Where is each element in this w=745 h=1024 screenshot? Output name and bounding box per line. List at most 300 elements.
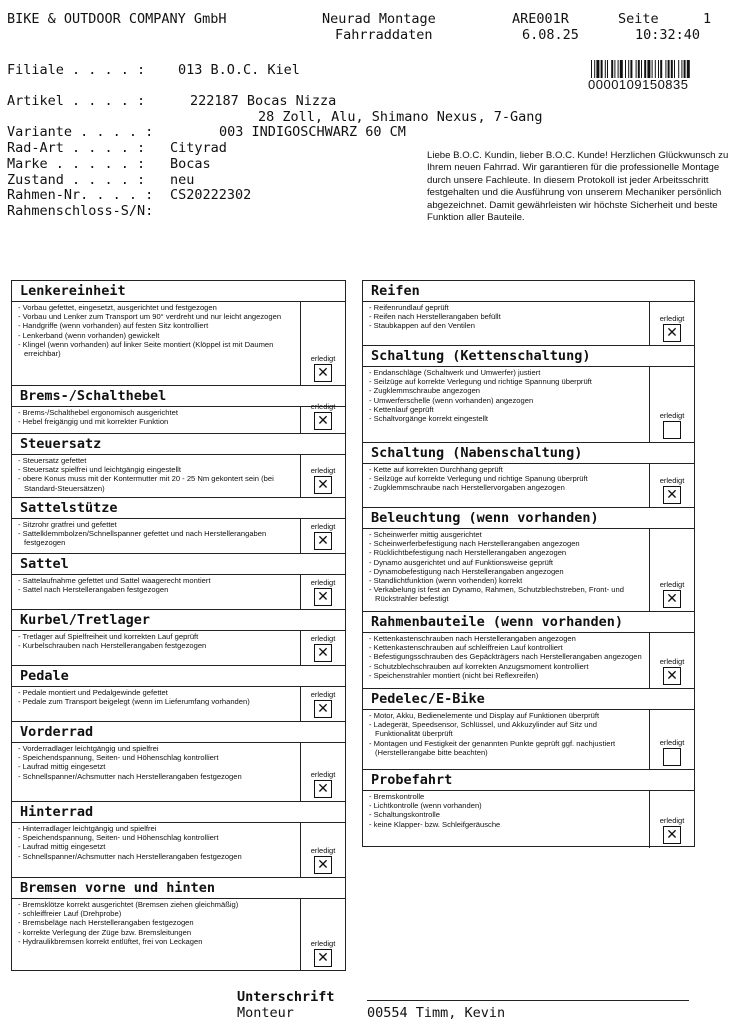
doc-subtitle: Fahrraddaten xyxy=(335,27,433,43)
bullet: - xyxy=(18,688,23,697)
bullet: - xyxy=(369,801,374,811)
signature-line xyxy=(367,1000,689,1001)
column-divider xyxy=(300,407,301,434)
checklist-item xyxy=(18,697,295,706)
checklist-item-text: Kettenkastenschrauben auf schleiffreien Lauf kontrolliert xyxy=(373,643,563,653)
checklist-item xyxy=(18,909,295,918)
checklist-item xyxy=(369,576,644,585)
checklist-item-text: Sattel nach Herstellerangaben festgezogen xyxy=(22,585,169,595)
barcode-bar xyxy=(605,60,606,78)
checklist-item-text: Kettenkastenschrauben nach Herstellerangaben angezogen xyxy=(373,634,576,643)
section-body xyxy=(363,633,694,689)
done-checkbox[interactable]: ✕ xyxy=(663,826,681,844)
column-divider xyxy=(300,302,301,386)
bullet: - xyxy=(18,771,23,781)
checklist-item xyxy=(18,688,295,697)
checklist-item xyxy=(18,918,295,927)
section-body xyxy=(12,687,345,722)
checklist-item-text: Rücklichtbefestigung nach Herstellerangaben angezogen xyxy=(373,548,567,558)
bullet: - xyxy=(369,576,374,586)
bullet: - xyxy=(18,753,23,763)
checklist-item xyxy=(369,539,644,548)
done-cell xyxy=(303,578,343,606)
checklist-item xyxy=(369,567,644,576)
bullet: - xyxy=(18,900,23,909)
checklist-item-text: Dynamobefestigung nach Herstellerangaben angezogen xyxy=(373,566,564,576)
section-title: Steuersatz xyxy=(12,434,345,455)
section-body xyxy=(363,791,694,848)
checklist-item xyxy=(18,474,295,492)
checklist-item xyxy=(369,368,644,377)
checklist-item xyxy=(369,739,644,757)
checklist-item-text: Kettenlauf geprüft xyxy=(373,404,434,414)
section-body xyxy=(12,402,345,434)
checklist-item xyxy=(18,576,295,585)
done-cell xyxy=(652,314,692,342)
artikel-value-2: 28 Zoll, Alu, Shimano Nexus, 7-Gang xyxy=(258,109,543,125)
zustand-label: Zustand . . . . : xyxy=(7,172,146,188)
checklist-item xyxy=(18,417,295,426)
barcode-bar xyxy=(655,60,656,78)
right-checklist-panel xyxy=(362,280,695,847)
checklist-item xyxy=(18,520,295,529)
section-title: Brems-/Schalthebel xyxy=(12,386,345,407)
checklist-item-text: Tretlager auf Spielfreiheit und korrekten Lauf geprüft xyxy=(22,632,199,641)
section-schaltung-nabenschaltung xyxy=(363,443,694,508)
checklist-item-text: Bremsbeläge nach Herstellerangaben festgezogen xyxy=(22,918,194,928)
checklist-item xyxy=(18,762,295,771)
bullet: - xyxy=(18,909,23,919)
greeting-text: Liebe B.O.C. Kundin, lieber B.O.C. Kunde! Herzlichen Glückwunsch zu Ihrem neuen Fahrrad. Wir garantieren für die professionelle Montage durch unsere Fachleute. In diesem Protokoll ist jeder Arbeitsschritt festgehalten und die Ausführung von unserem Mechaniker persönlich abgezeichnet. Damit gewährleisten wir höchste Sicherheit und beste Funktion aller Bauteile. xyxy=(427,150,729,224)
done-cell xyxy=(303,770,343,798)
bullet: - xyxy=(18,833,23,843)
checklist-item-text: Bremskontrolle xyxy=(373,792,425,801)
done-checkbox[interactable]: ✕ xyxy=(314,856,332,874)
checklist-item-text: Steuersatz spielfrei und leichtgängig eingestellt xyxy=(22,465,181,475)
checklist-item-text: Lenkerband (wenn vorhanden) gewickelt xyxy=(22,330,160,340)
section-vorderrad xyxy=(12,722,345,802)
checklist-item-text: schleiffreier Lauf (Drehprobe) xyxy=(22,909,122,919)
section-body xyxy=(12,519,345,554)
checklist-item-text: Speichendspannung, Seiten- und Höhenschlag kontrolliert xyxy=(22,833,219,843)
section-body xyxy=(363,464,694,508)
column-divider xyxy=(300,899,301,971)
radart-value: Cityrad xyxy=(170,140,227,156)
checklist-item xyxy=(369,662,644,671)
bullet: - xyxy=(369,585,374,595)
bullet: - xyxy=(18,321,23,331)
barcode-bar xyxy=(671,60,673,78)
section-title: Bremsen vorne und hinten xyxy=(12,878,345,899)
bullet: - xyxy=(18,330,23,340)
done-cell xyxy=(303,634,343,662)
checklist-item-text: Schnellspanner/Achsmutter nach Herstellerangaben festgezogen xyxy=(22,771,242,781)
checklist-item xyxy=(369,671,644,680)
barcode-bar xyxy=(611,60,613,78)
bullet: - xyxy=(369,792,374,801)
checklist-item-text: Befestigungsschrauben des Gepäckträgers nach Herstellerangaben angezogen xyxy=(373,652,642,662)
checklist-item xyxy=(369,465,644,474)
checklist-item xyxy=(18,321,295,330)
bullet: - xyxy=(369,377,374,387)
checklist-item xyxy=(18,833,295,842)
checklist-item xyxy=(369,483,644,492)
done-cell xyxy=(652,738,692,766)
filiale-value: 013 B.O.C. Kiel xyxy=(178,62,300,78)
checklist-item xyxy=(369,711,644,720)
checklist-item-text: Kurbelschrauben nach Herstellerangaben festgezogen xyxy=(22,641,207,651)
done-cell xyxy=(652,411,692,439)
company-name: BIKE & OUTDOOR COMPANY GmbH xyxy=(7,11,227,27)
done-checkbox[interactable]: ✕ xyxy=(314,364,332,382)
column-divider xyxy=(300,519,301,554)
checklist-item-text: Staubkappen auf den Ventilen xyxy=(373,321,475,331)
bullet: - xyxy=(18,529,23,539)
section-pedale xyxy=(12,666,345,722)
done-checkbox[interactable]: ✕ xyxy=(314,588,332,606)
bullet: - xyxy=(18,585,23,595)
checklist-item xyxy=(369,303,644,312)
section-schaltung-kettenschaltung xyxy=(363,346,694,443)
done-checkbox[interactable]: ✕ xyxy=(314,476,332,494)
bullet: - xyxy=(369,566,374,576)
bullet: - xyxy=(18,408,23,417)
checklist-item-text: Laufrad mittig eingesetzt xyxy=(22,762,106,772)
bullet: - xyxy=(18,918,23,928)
done-checkbox[interactable]: ✕ xyxy=(314,949,332,967)
done-label: erledigt xyxy=(310,770,336,779)
column-divider xyxy=(649,710,650,770)
checklist-item xyxy=(369,386,644,395)
barcode-bar xyxy=(636,60,637,78)
done-checkbox[interactable] xyxy=(663,421,681,439)
done-label: erledigt xyxy=(659,411,685,420)
bullet: - xyxy=(18,697,23,707)
checklist-item-text: Verkabelung ist fest an Dynamo, Rahmen, Schutzblechstreben, Front- und Rückstrahler befestigt xyxy=(373,585,624,604)
checklist-item-text: Hebel freigängig und mit korrekter Funktion xyxy=(22,417,169,427)
print-time: 10:32:40 xyxy=(635,27,701,43)
bullet: - xyxy=(18,824,23,833)
done-label: erledigt xyxy=(659,657,685,666)
page-label: Seite xyxy=(618,11,659,27)
done-checkbox[interactable]: ✕ xyxy=(314,780,332,798)
done-checkbox[interactable]: ✕ xyxy=(663,486,681,504)
barcode-bar xyxy=(678,60,679,78)
bullet: - xyxy=(369,652,374,662)
bullet: - xyxy=(369,711,374,720)
column-divider xyxy=(649,633,650,689)
checklist-item-text: Bremsklötze korrekt ausgerichtet (Bremsen ziehen gleichmäßig) xyxy=(22,900,239,909)
checklist-item xyxy=(369,558,644,567)
checklist-item-text: Vorbau und Lenker zum Transport um 90° verdreht und nur leicht angezogen xyxy=(22,312,282,322)
column-divider xyxy=(649,791,650,848)
barcode-bar xyxy=(674,60,675,78)
section-beleuchtung-wenn-vorhanden xyxy=(363,508,694,612)
bullet: - xyxy=(18,927,23,937)
bullet: - xyxy=(18,339,23,349)
bullet: - xyxy=(369,661,374,671)
bullet: - xyxy=(369,483,374,493)
monteur-label: Monteur xyxy=(237,1005,294,1021)
rahmenschloss-label: Rahmenschloss-S/N: xyxy=(7,203,154,219)
bullet: - xyxy=(369,539,374,549)
done-checkbox[interactable]: ✕ xyxy=(314,412,332,430)
checklist-item-text: Schnellspanner/Achsmutter nach Herstellerangaben festgezogen xyxy=(22,851,242,861)
done-cell xyxy=(303,354,343,382)
barcode-bar xyxy=(668,60,670,78)
section-body xyxy=(363,710,694,770)
checklist-item-text: Montagen und Festigkeit der genannten Punkte geprüft ggf. nachjustiert (Herstellerangabe bitte beachten) xyxy=(373,738,616,757)
bullet: - xyxy=(18,744,23,753)
checklist-item-text: korrekte Verlegung der Züge bzw. Bremsleitungen xyxy=(22,927,192,937)
checklist-item xyxy=(18,632,295,641)
done-cell xyxy=(652,580,692,608)
bullet: - xyxy=(18,936,23,946)
done-cell xyxy=(303,846,343,874)
checklist-item xyxy=(18,408,295,417)
checklist-item xyxy=(18,331,295,340)
bullet: - xyxy=(18,465,23,475)
checklist-item-text: Seilzüge auf korrekte Verlegung und richtige Spanung überprüft xyxy=(373,474,588,484)
checklist-item-text: Sattelklemmbolzen/Schnellspanner gefettet und nach Herstellerangaben festgezogen xyxy=(22,529,267,548)
section-body xyxy=(12,575,345,610)
checklist-item xyxy=(369,652,644,661)
doc-code: ARE001R xyxy=(512,11,569,27)
checklist-item-text: Zugklemmschraube nach Herstellervorgaben angezogen xyxy=(373,483,565,493)
section-title: Hinterrad xyxy=(12,802,345,823)
bullet: - xyxy=(18,576,23,585)
barcode-bar xyxy=(658,60,659,78)
done-checkbox[interactable]: ✕ xyxy=(663,667,681,685)
checklist-item-text: obere Konus muss mit der Kontermutter mit 20 - 25 Nm gekontert sein (bei Standard-Steuersätzen) xyxy=(22,474,274,493)
section-title: Probefahrt xyxy=(363,770,694,791)
checklist-item-text: Scheinwerferbefestigung nach Herstellerangaben angezogen xyxy=(373,539,580,549)
done-label: erledigt xyxy=(310,690,336,699)
checklist-item-text: Speichenstrahler montiert (nicht bei Reflexreifen) xyxy=(373,670,539,680)
bullet: - xyxy=(18,312,23,322)
bullet: - xyxy=(369,643,374,653)
barcode-bar xyxy=(594,60,595,78)
barcode-bar xyxy=(644,60,646,78)
bullet: - xyxy=(369,312,374,322)
section-sattel xyxy=(12,554,345,610)
variante-value: 003 INDIGOSCHWARZ 60 CM xyxy=(219,124,406,140)
checklist-item-text: Kette auf korrekten Durchhang geprüft xyxy=(373,465,503,474)
column-divider xyxy=(300,687,301,722)
checklist-item-text: Reifenrundlauf geprüft xyxy=(373,303,449,312)
barcode-bar xyxy=(638,60,640,78)
checklist-item-text: Vorderradlager leichtgängig und spielfrei xyxy=(22,744,159,753)
checklist-item xyxy=(18,928,295,937)
checklist-item-text: Schaltvorgänge korrekt eingestellt xyxy=(373,414,489,424)
done-label: erledigt xyxy=(310,634,336,643)
checklist-item-text: Dynamo ausgerichtet und auf Funktionsweise geprüft xyxy=(373,557,554,567)
bullet: - xyxy=(18,474,23,484)
checklist-item xyxy=(18,529,295,547)
checklist-item xyxy=(369,396,644,405)
barcode-bar xyxy=(665,60,666,78)
done-cell xyxy=(303,522,343,550)
checklist-item xyxy=(369,414,644,423)
section-kurbel-tretlager xyxy=(12,610,345,666)
barcode-bar xyxy=(641,60,642,78)
checklist-item-text: Hinterradlager leichtgängig und spielfrei xyxy=(22,824,157,833)
rahmennr-label: Rahmen-Nr. . . . : xyxy=(7,187,154,203)
barcode-bar xyxy=(607,60,608,78)
section-title: Sattelstütze xyxy=(12,498,345,519)
bullet: - xyxy=(369,670,374,680)
section-reifen xyxy=(363,281,694,346)
done-label: erledigt xyxy=(659,816,685,825)
done-checkbox[interactable]: ✕ xyxy=(663,590,681,608)
bullet: - xyxy=(369,321,374,331)
bullet: - xyxy=(18,762,23,772)
checklist-item xyxy=(18,585,295,594)
barcode-bar xyxy=(687,60,690,78)
checklist-item-text: Laufrad mittig eingesetzt xyxy=(22,842,106,852)
barcode-bar xyxy=(628,60,629,78)
bullet: - xyxy=(369,634,374,643)
bullet: - xyxy=(369,368,374,377)
done-checkbox[interactable]: ✕ xyxy=(663,324,681,342)
checklist-item-text: Zugklemmschraube angezogen xyxy=(373,386,481,396)
checklist-item xyxy=(18,312,295,321)
done-checkbox[interactable] xyxy=(663,748,681,766)
checklist-item xyxy=(18,900,295,909)
section-title: Beleuchtung (wenn vorhanden) xyxy=(363,508,694,529)
checklist-item-text: Reifen nach Herstellerangaben befüllt xyxy=(373,312,501,322)
done-label: erledigt xyxy=(659,314,685,323)
checklist-item xyxy=(369,801,644,810)
barcode-number: 0000109150835 xyxy=(588,77,689,92)
barcode-bar xyxy=(618,60,619,78)
checklist-item-text: Standlichtfunktion (wenn vorhenden) korrekt xyxy=(373,576,523,586)
checklist-item-text: Lichtkontrolle (wenn vorhanden) xyxy=(373,801,482,811)
barcode-bar xyxy=(591,60,592,78)
artikel-value: 222187 Bocas Nizza xyxy=(190,93,337,109)
checklist-item xyxy=(18,937,295,946)
checklist-item-text: Umwerferschelle (wenn vorhanden) angezogen xyxy=(373,395,534,405)
section-body xyxy=(12,823,345,878)
bullet: - xyxy=(369,819,374,829)
section-body xyxy=(12,743,345,802)
section-title: Pedelec/E-Bike xyxy=(363,689,694,710)
barcode-bar xyxy=(684,60,686,78)
checklist-item-text: Endanschläge (Schaltwerk und Umwerfer) justiert xyxy=(373,368,541,377)
barcode-bar xyxy=(614,60,615,78)
done-label: erledigt xyxy=(310,578,336,587)
bullet: - xyxy=(369,395,374,405)
done-label: erledigt xyxy=(659,476,685,485)
done-checkbox[interactable]: ✕ xyxy=(314,644,332,662)
checklist-item-text: Speichendspannung, Seiten- und Höhenschlag kontrolliert xyxy=(22,753,219,763)
checklist-item xyxy=(369,548,644,557)
section-body xyxy=(363,529,694,612)
column-divider xyxy=(300,631,301,666)
bullet: - xyxy=(369,810,374,820)
section-title: Lenkereinheit xyxy=(12,281,345,302)
checklist-item xyxy=(18,842,295,851)
barcode-bar xyxy=(652,60,653,78)
bullet: - xyxy=(369,738,374,748)
section-title: Vorderrad xyxy=(12,722,345,743)
column-divider xyxy=(649,464,650,508)
done-label: erledigt xyxy=(659,738,685,747)
section-rahmenbauteile-wenn-vorhanden xyxy=(363,612,694,689)
checklist-item-text: Handgriffe (wenn vorhanden) auf festen Sitz kontrolliert xyxy=(22,321,209,331)
checklist-item-text: Schutzblechschrauben auf korrekten Anzugsmoment kontrolliert xyxy=(373,661,589,671)
done-label: erledigt xyxy=(310,354,336,363)
bullet: - xyxy=(18,303,23,312)
rahmennr-value: CS20222302 xyxy=(170,187,252,203)
artikel-label: Artikel . . . . : xyxy=(7,93,146,109)
barcode-bar xyxy=(601,60,603,78)
checklist-item xyxy=(18,340,295,358)
done-cell xyxy=(303,466,343,494)
done-cell xyxy=(652,657,692,685)
checklist-item-text: Scheinwerfer mittig ausgerichtet xyxy=(373,530,482,539)
checklist-item xyxy=(369,530,644,539)
done-label: erledigt xyxy=(659,580,685,589)
barcode xyxy=(591,60,719,78)
bullet: - xyxy=(18,851,23,861)
column-divider xyxy=(300,455,301,498)
bullet: - xyxy=(369,548,374,558)
checklist-item xyxy=(18,303,295,312)
marke-value: Bocas xyxy=(170,156,211,172)
bullet: - xyxy=(18,417,23,427)
done-checkbox[interactable]: ✕ xyxy=(314,532,332,550)
checklist-item xyxy=(18,456,295,465)
section-steuersatz xyxy=(12,434,345,498)
bullet: - xyxy=(369,465,374,474)
checklist-item xyxy=(18,852,295,861)
checklist-item-text: Steuersatz gefettet xyxy=(22,456,87,465)
section-body xyxy=(12,899,345,971)
bullet: - xyxy=(18,842,23,852)
section-title: Sattel xyxy=(12,554,345,575)
bullet: - xyxy=(369,557,374,567)
checklist-item-text: Sattelaufnahme gefettet und Sattel waagerecht montiert xyxy=(22,576,211,585)
section-title: Reifen xyxy=(363,281,694,302)
done-cell xyxy=(303,939,343,967)
done-checkbox[interactable]: ✕ xyxy=(314,700,332,718)
barcode-bar xyxy=(620,60,623,78)
barcode-bar xyxy=(630,60,632,78)
checklist-item-text: Sitzrohr gratfrei und gefettet xyxy=(22,520,117,529)
done-cell xyxy=(652,476,692,504)
checklist-item xyxy=(18,772,295,781)
section-pedelec-e-bike xyxy=(363,689,694,770)
checklist-item-text: Pedale montiert und Pedalgewinde gefettet xyxy=(22,688,168,697)
done-cell xyxy=(652,816,692,844)
checklist-item xyxy=(369,792,644,801)
column-divider xyxy=(300,575,301,610)
section-body xyxy=(12,631,345,666)
print-date: 6.08.25 xyxy=(522,27,579,43)
done-cell xyxy=(303,402,343,430)
barcode-bar xyxy=(681,60,682,78)
checklist-item-text: Motor, Akku, Bedienelemente und Display auf Funktionen überprüft xyxy=(373,711,600,720)
section-title: Schaltung (Kettenschaltung) xyxy=(363,346,694,367)
bullet: - xyxy=(369,404,374,414)
checklist-item-text: Hydraulikbremsen korrekt entlüftet, frei von Leckagen xyxy=(22,936,203,946)
filiale-label: Filiale . . . . : xyxy=(7,62,146,78)
checklist-item-text: Ladegerät, Speedsensor, Schlüssel, und Akkuzylinder auf Sitz und Funktionalität überprüft xyxy=(373,720,597,739)
checklist-item xyxy=(369,810,644,819)
done-label: erledigt xyxy=(310,466,336,475)
signature-label: Unterschrift xyxy=(237,989,335,1005)
